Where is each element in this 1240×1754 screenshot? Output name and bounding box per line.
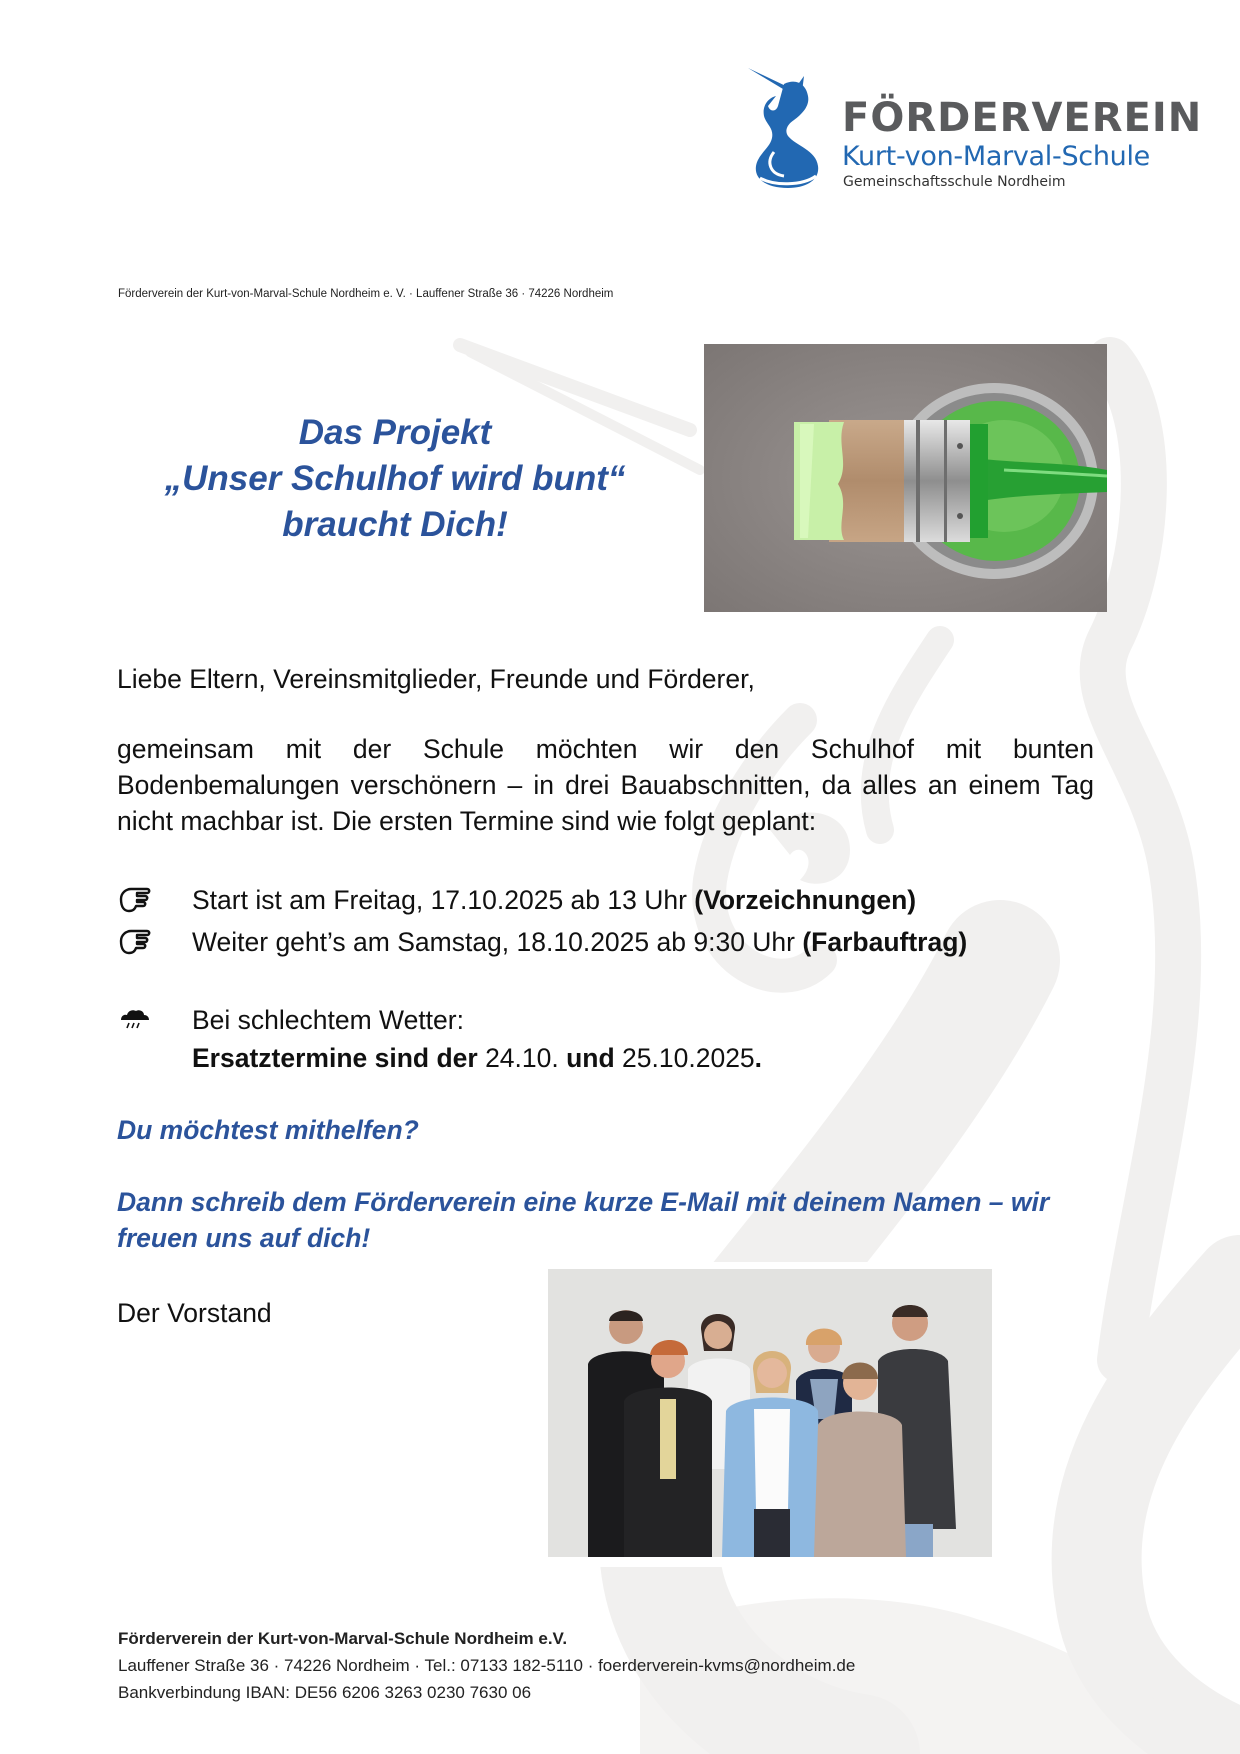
- rain-cloud-icon: [117, 1002, 153, 1038]
- alternate-dates-prefix: Ersatztermine sind der: [192, 1043, 478, 1073]
- paint-brush-image: [704, 344, 1107, 612]
- team-photo: [548, 1269, 992, 1557]
- title-line-2: „Unser Schulhof wird bunt“: [164, 459, 626, 498]
- title-line-3: braucht Dich!: [282, 505, 508, 544]
- schedule-item-activity: (Farbauftrag): [802, 927, 968, 957]
- greeting: Liebe Eltern, Vereinsmitglieder, Freunde und Förderer,: [117, 664, 755, 694]
- footer-contact: Lauffener Straße 36 · 74226 Nordheim · Tel.: 07133 182-5110 · foerderverein-kvms@nordheim.de: [118, 1656, 856, 1675]
- cta-instruction: Dann schreib dem Förderverein eine kurze E-Mail mit deinem Namen – wir freuen uns auf dich!: [117, 1187, 1050, 1253]
- alternate-date-1: 24.10.: [477, 1043, 567, 1073]
- logo-school-name: Kurt-von-Marval-Schule: [842, 141, 1150, 172]
- team-photo-illustration: [548, 1269, 992, 1557]
- footer-organization: Förderverein der Kurt-von-Marval-Schule Nordheim e.V.: [118, 1629, 568, 1648]
- footer: [118, 1625, 855, 1706]
- alternate-dates-period: .: [754, 1043, 763, 1073]
- title-line-1: Das Projekt: [298, 413, 492, 452]
- alternate-date-2: 25.10.2025: [614, 1043, 755, 1073]
- schedule-item-text: Start ist am Freitag, 17.10.2025 ab 13 Uhr: [192, 885, 695, 915]
- cta-question: Du möchtest mithelfen?: [117, 1115, 419, 1145]
- paint-brush-illustration: [704, 344, 1107, 612]
- logo-title: FÖRDERVEREIN: [842, 95, 1203, 141]
- unicorn-logo-icon: [744, 62, 830, 192]
- schedule-item-activity: (Vorzeichnungen): [694, 885, 917, 915]
- intro-paragraph: [117, 731, 1094, 839]
- pointing-hand-icon: [117, 924, 153, 960]
- schedule-item-text: Weiter geht’s am Samstag, 18.10.2025 ab 9:30 Uhr: [192, 927, 803, 957]
- signature: Der Vorstand: [117, 1298, 272, 1328]
- logo-school-type: Gemeinschaftsschule Nordheim: [843, 174, 1066, 190]
- logo: [744, 62, 1203, 192]
- alternate-dates-and: und: [566, 1043, 615, 1073]
- weather-label: Bei schlechtem Wetter:: [192, 1005, 464, 1035]
- project-title: [120, 410, 670, 548]
- footer-bank: Bankverbindung IBAN: DE56 6206 3263 0230 7630 06: [118, 1683, 532, 1702]
- intro-paragraph-line-1: gemeinsam mit der Schule möchten wir den Schulhof mit bunten: [117, 734, 1094, 764]
- intro-paragraph-rest: Bodenbemalungen verschönern – in drei Bauabschnitten, da alles an einem Tag nicht machbar ist. Die ersten Termine sind wie folgt geplant:: [117, 770, 1094, 836]
- pointing-hand-icon: [117, 882, 153, 918]
- sender-address-line: Förderverein der Kurt-von-Marval-Schule Nordheim e. V. · Lauffener Straße 36 · 74226 Nordheim: [118, 288, 614, 300]
